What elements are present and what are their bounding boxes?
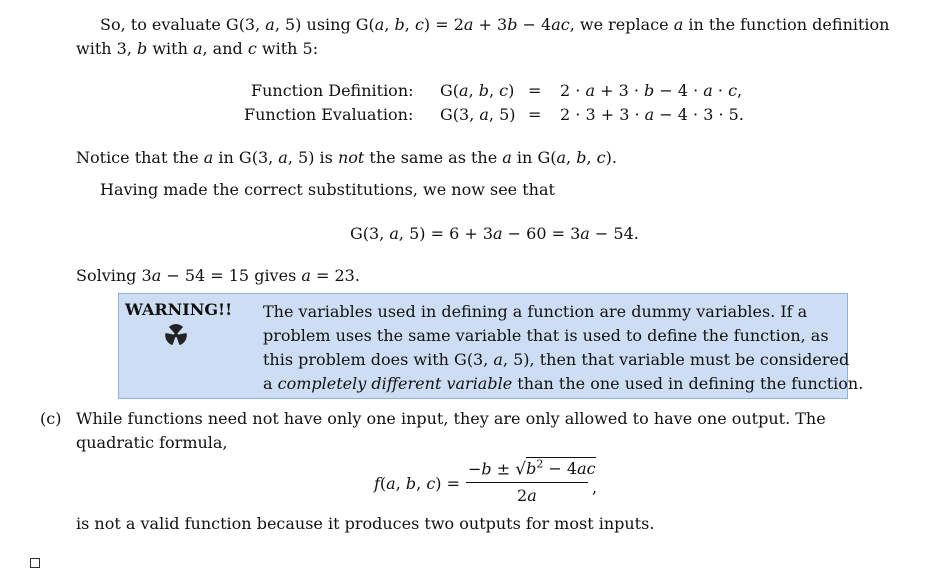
warning-label: WARNING!!	[125, 300, 233, 319]
para1-line1: So, to evaluate G(3, a, 5) using G(a, b, c) = 2a + 3b − 4ac, we replace a in the function definition	[100, 15, 890, 34]
warning-line-1: The variables used in defining a function are dummy variables. If a	[263, 302, 808, 321]
para1-line2: with 3, b with a, and c with 5:	[76, 39, 319, 58]
closing-line: is not a valid function because it produces two outputs for most inputs.	[76, 514, 655, 533]
def-rhs: 2 · a + 3 · b − 4 · a · c,	[560, 81, 743, 100]
part-c-label: (c)	[40, 409, 62, 428]
warning-text	[263, 300, 864, 396]
fraction-bar	[466, 482, 588, 483]
quadratic-comma: ,	[592, 478, 598, 497]
solving-line: Solving 3a − 54 = 15 gives a = 23.	[76, 266, 360, 285]
part-c-line2: quadratic formula,	[76, 433, 228, 452]
hazard-icon	[163, 324, 189, 346]
eval-label: Function Evaluation:	[244, 105, 414, 124]
quadratic-denominator: 2a	[517, 486, 537, 505]
notice-line: Notice that the a in G(3, a, 5) is not the same as the a in G(a, b, c).	[76, 148, 617, 167]
warning-line-3: this problem does with G(3, a, 5), then that variable must be considered	[263, 350, 850, 369]
result-equation: G(3, a, 5) = 6 + 3a − 60 = 3a − 54.	[350, 224, 639, 243]
warning-line-4: a completely different variable than the one used in defining the function.	[263, 374, 864, 393]
quadratic-numerator: $-b \pm √b^2 - 4ac$	[468, 458, 596, 480]
end-of-proof-square	[30, 558, 40, 568]
warning-box	[118, 293, 864, 399]
quadratic-lhs: f(a, b, c) =	[374, 474, 461, 493]
def-eq: =	[528, 81, 542, 100]
part-c-line1: While functions need not have only one input, they are only allowed to have one output. The	[76, 409, 826, 428]
eval-rhs: 2 · 3 + 3 · a − 4 · 3 · 5.	[560, 105, 744, 124]
having-line: Having made the correct substitutions, we now see that	[100, 180, 555, 199]
warning-line-2: problem uses the same variable that is used to define the function, as	[263, 326, 829, 345]
eval-lhs: G(3, a, 5)	[440, 105, 516, 124]
def-lhs: G(a, b, c)	[440, 81, 515, 100]
eval-eq: =	[528, 105, 542, 124]
def-label: Function Definition:	[251, 81, 414, 100]
